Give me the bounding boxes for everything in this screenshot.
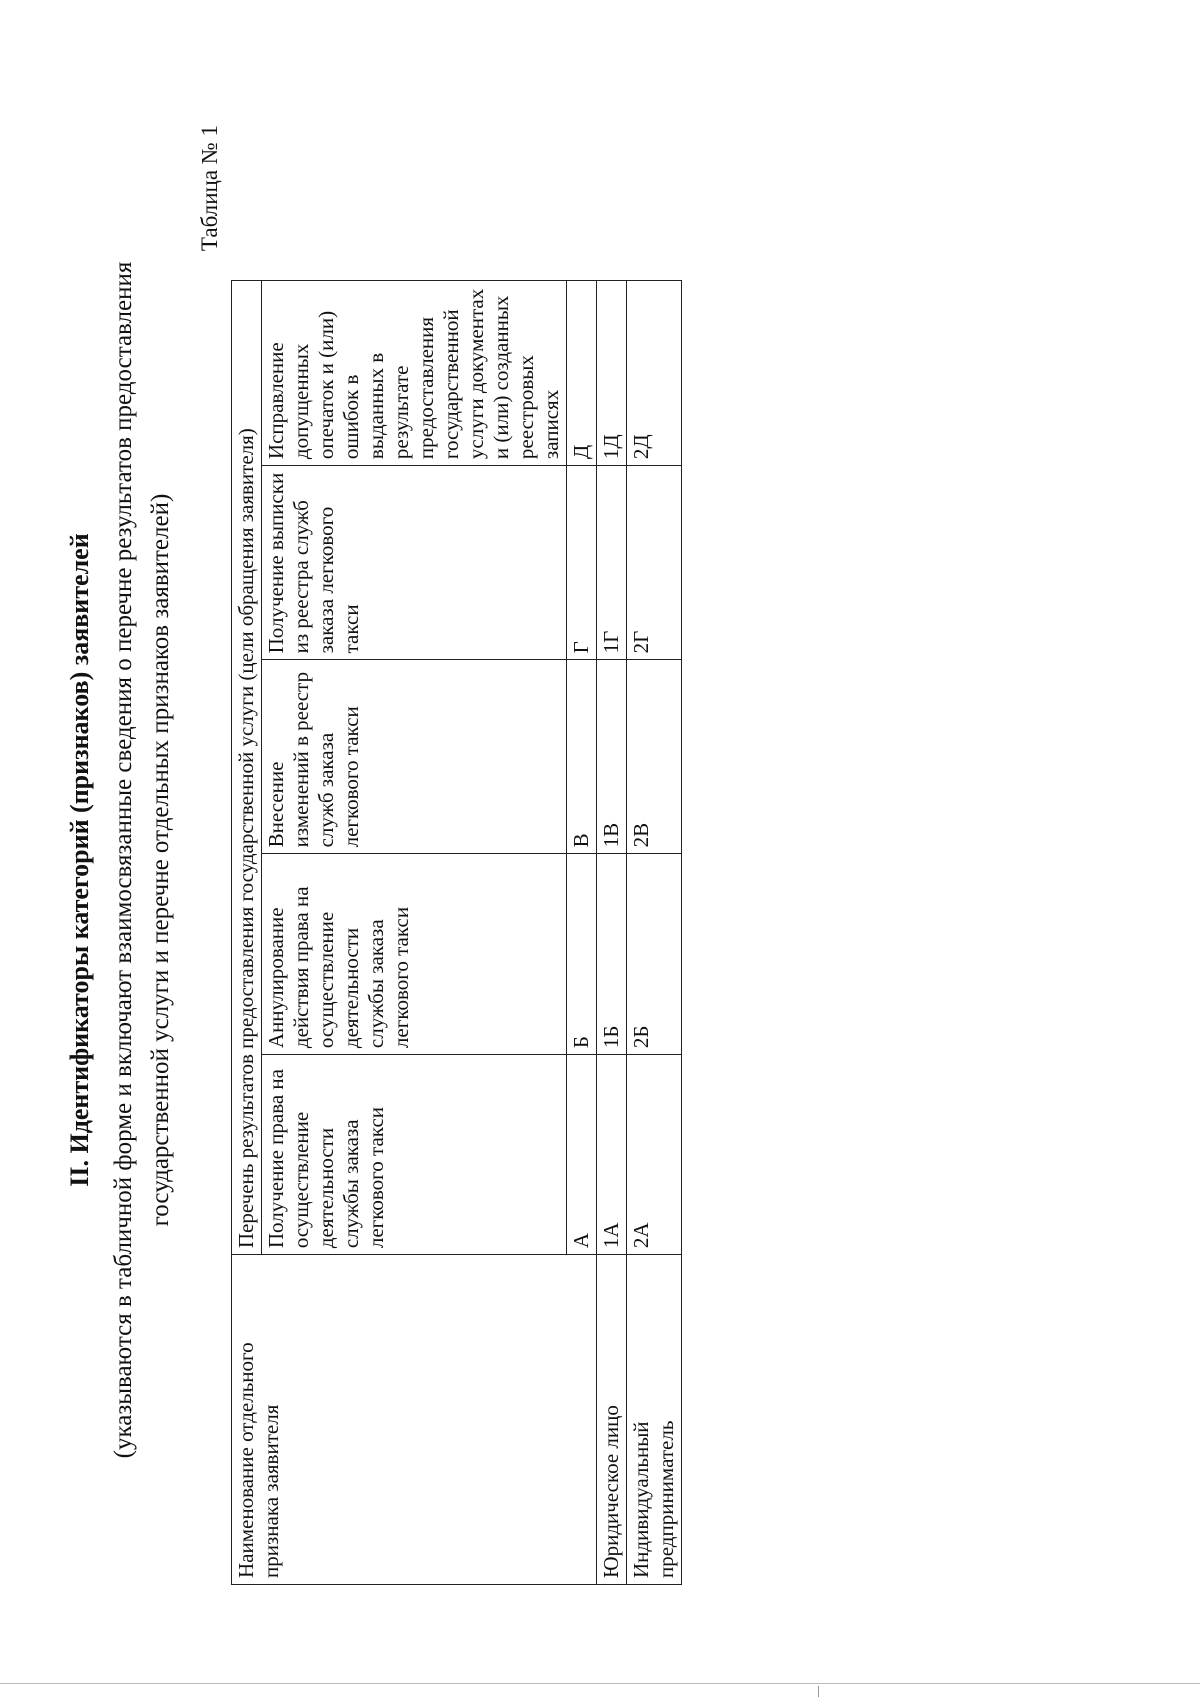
table-number-label: Таблица № 1 bbox=[197, 125, 222, 252]
value-cell: 1Д bbox=[597, 281, 627, 466]
value-cell: 2В bbox=[627, 660, 682, 854]
table-row bbox=[597, 281, 627, 1585]
row-name-cell: Юридическое лицо bbox=[597, 1255, 627, 1585]
rotated-page-content bbox=[65, 125, 785, 1595]
column-header-d: Получение выписки из реестра служб заказа легкового такси bbox=[262, 466, 567, 660]
scan-edge-line bbox=[0, 1683, 1200, 1684]
table-row bbox=[627, 281, 682, 1585]
scan-edge-tick bbox=[818, 1686, 819, 1697]
subtitle-line-2: государственной услуги и перечне отдельных признаков заявителей) bbox=[147, 493, 174, 1227]
section-title: II. Идентификаторы категорий (признаков) заявителей bbox=[65, 533, 94, 1187]
code-cell: А bbox=[567, 1055, 597, 1255]
value-cell: 1Г bbox=[597, 466, 627, 660]
identifiers-table bbox=[231, 280, 682, 1585]
row-name-cell: Индивидуальный предприниматель bbox=[627, 1255, 682, 1585]
group-header-cell: Перечень результатов предоставления государственной услуги (цели обращения заявителя) bbox=[232, 281, 262, 1255]
code-cell: Д bbox=[567, 281, 597, 466]
value-cell: 2Б bbox=[627, 854, 682, 1055]
value-cell: 2Д bbox=[627, 281, 682, 466]
subtitle-line-1: (указываются в табличной форме и включают взаимосвязанные сведения о перечне результатов предоставления bbox=[110, 261, 137, 1459]
value-cell: 1В bbox=[597, 660, 627, 854]
column-header-e: Исправление допущенных опечаток и (или) ошибок в выданных в результате предоставления государственной услуги документах и (или) созданных реестровых записях bbox=[262, 281, 567, 466]
code-cell: В bbox=[567, 660, 597, 854]
column-header-c: Внесение изменений в реестр служб заказа легкового такси bbox=[262, 660, 567, 854]
column-header-b: Аннулирование действия права на осуществление деятельности службы заказа легкового такси bbox=[262, 854, 567, 1055]
section-subtitle bbox=[105, 125, 179, 1595]
column-header-a: Получение права на осуществление деятельности службы заказа легкового такси bbox=[262, 1055, 567, 1255]
corner-header-cell: Наименование отдельного признака заявителя bbox=[232, 1255, 597, 1585]
value-cell: 1Б bbox=[597, 854, 627, 1055]
code-cell: Г bbox=[567, 466, 597, 660]
table-header-row bbox=[232, 281, 262, 1585]
value-cell: 1А bbox=[597, 1055, 627, 1255]
value-cell: 2Г bbox=[627, 466, 682, 660]
value-cell: 2А bbox=[627, 1055, 682, 1255]
code-cell: Б bbox=[567, 854, 597, 1055]
